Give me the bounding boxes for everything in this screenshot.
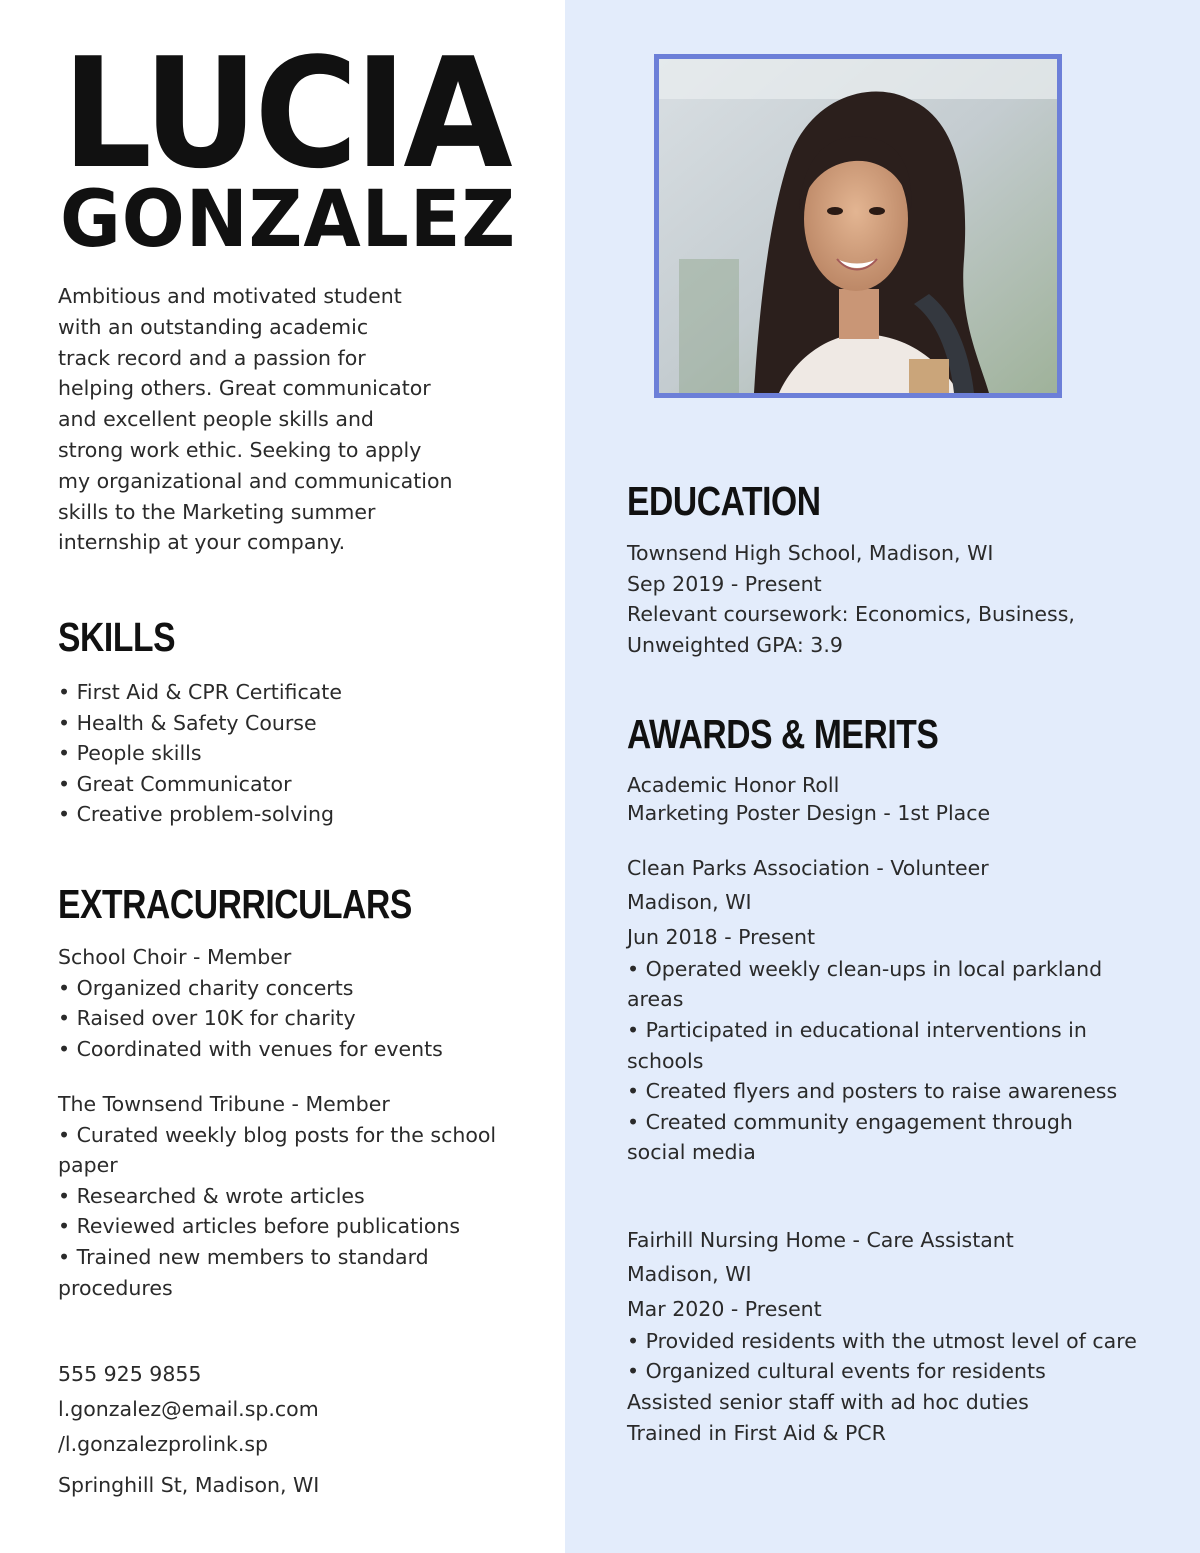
portrait-photo xyxy=(659,59,1057,393)
last-name: GONZALEZ xyxy=(60,175,517,265)
extracurricular-bullet: • Coordinated with venues for events xyxy=(58,1036,443,1061)
experience-title: Fairhill Nursing Home - Care Assistant xyxy=(627,1228,1014,1252)
experience-entry xyxy=(627,851,1192,1168)
experience-bullet: • Organized cultural events for residents xyxy=(627,1359,1046,1384)
extracurricular-title: The Townsend Tribune - Member xyxy=(58,1092,390,1116)
skill-item: • Creative problem-solving xyxy=(58,802,335,827)
extracurricular-title: School Choir - Member xyxy=(58,945,292,969)
experience-title: Clean Parks Association - Volunteer xyxy=(627,856,989,880)
skills-list xyxy=(58,677,538,830)
experience-bullets xyxy=(627,954,1117,1168)
education-coursework: Relevant coursework: Economics, Business, xyxy=(627,602,1075,626)
extracurricular-bullet: • Raised over 10K for charity xyxy=(58,1006,356,1031)
education-heading: EDUCATION xyxy=(627,478,821,524)
experience-bullet: • Operated weekly clean-ups in local parkland areas xyxy=(627,956,1103,1012)
extracurricular-bullet: • Curated weekly blog posts for the school paper xyxy=(58,1122,497,1178)
extracurricular-bullets xyxy=(58,1120,548,1304)
skill-item: • People skills xyxy=(58,741,202,766)
experience-bullet: • Created community engagement through social media xyxy=(627,1109,1073,1165)
experience-bullets xyxy=(627,1326,1192,1448)
experience-location: Madison, WI xyxy=(627,1262,752,1287)
experience-dates: Jun 2018 - Present xyxy=(627,924,816,949)
summary-paragraph: Ambitious and motivated student with an outstanding academic track record and a passion for helping others. Great communicator and excellent people skills and strong work ethic. Seeking to apply my organizational and communication skills to the Marketing summer internship at your company. xyxy=(58,284,453,555)
contact-phone[interactable]: 555 925 9855 xyxy=(58,1362,202,1386)
contact-address: Springhill St, Madison, WI xyxy=(58,1473,320,1497)
award-item: Academic Honor Roll xyxy=(627,773,840,797)
skill-item: • Great Communicator xyxy=(58,771,292,796)
education-gpa: Unweighted GPA: 3.9 xyxy=(627,632,843,657)
profile-photo xyxy=(654,54,1062,398)
experience-location: Madison, WI xyxy=(627,890,752,915)
education-block xyxy=(627,538,1187,660)
experience-dates: Mar 2020 - Present xyxy=(627,1296,822,1321)
experience-bullet: • Provided residents with the utmost level of care xyxy=(627,1328,1137,1353)
education-school: Townsend High School, Madison, WI xyxy=(627,541,994,565)
skills-heading: SKILLS xyxy=(58,614,176,660)
extracurricular-bullet: • Researched & wrote articles xyxy=(58,1183,365,1208)
first-name: LUCIA xyxy=(62,25,509,202)
extracurriculars-heading: EXTRACURRICULARS xyxy=(58,881,412,927)
extracurricular-bullet: • Reviewed articles before publications xyxy=(58,1214,461,1239)
contact-email[interactable]: l.gonzalez@email.sp.com xyxy=(58,1397,319,1421)
experience-bullet: • Created flyers and posters to raise awareness xyxy=(627,1079,1118,1104)
experience-bullet: • Participated in educational interventions in schools xyxy=(627,1018,1087,1073)
experience-bullet: Assisted senior staff with ad hoc duties xyxy=(627,1390,1029,1415)
extracurricular-bullet: • Organized charity concerts xyxy=(58,975,354,1000)
award-item: Marketing Poster Design - 1st Place xyxy=(627,801,991,825)
skill-item: • First Aid & CPR Certificate xyxy=(58,680,342,704)
education-dates: Sep 2019 - Present xyxy=(627,571,822,596)
extracurricular-entry xyxy=(58,942,548,1064)
extracurricular-bullets xyxy=(58,973,548,1065)
extracurricular-bullet: • Trained new members to standard procedures xyxy=(58,1244,429,1300)
experience-entry xyxy=(627,1223,1192,1448)
skill-item: • Health & Safety Course xyxy=(58,710,317,735)
extracurricular-entry xyxy=(58,1089,548,1303)
awards-heading: AWARDS & MERITS xyxy=(627,711,939,757)
awards-list xyxy=(627,771,1187,827)
experience-bullet: Trained in First Aid & PCR xyxy=(627,1420,886,1445)
contact-profile-link[interactable]: /l.gonzalezprolink.sp xyxy=(58,1432,269,1456)
